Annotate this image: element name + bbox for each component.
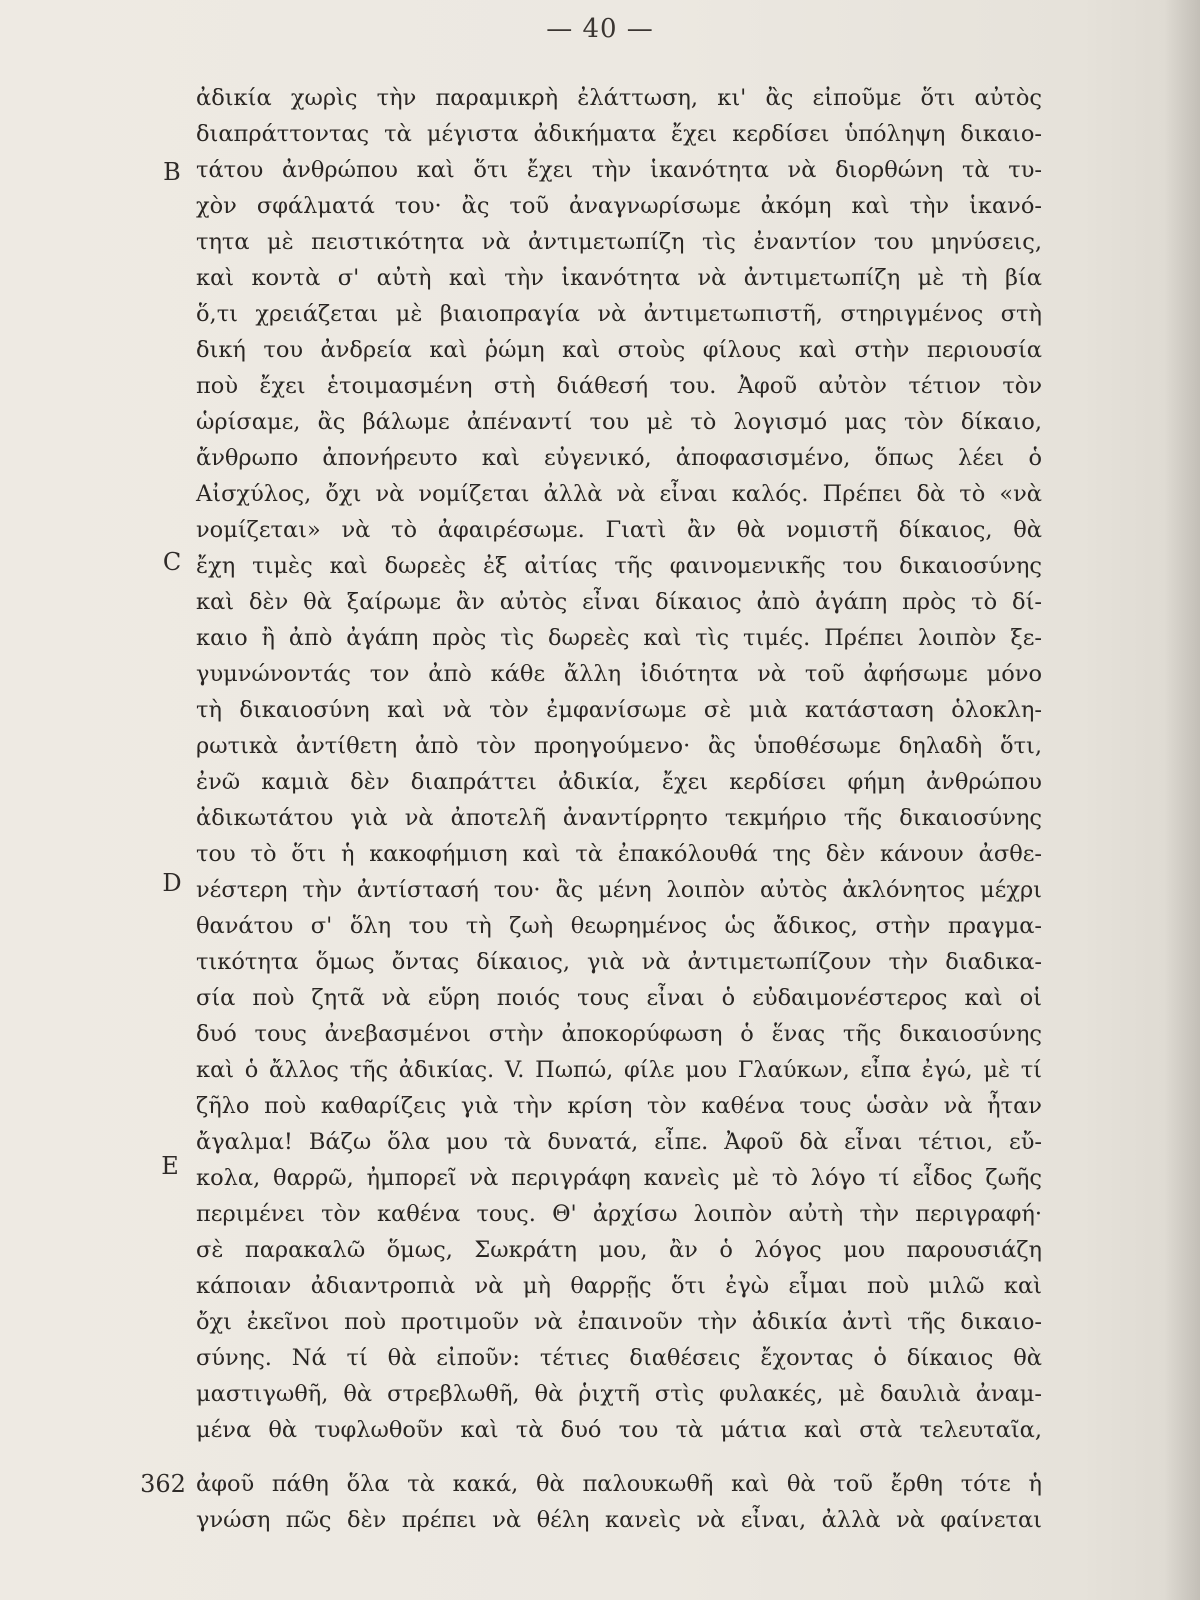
text-line: ἔχη τιμὲς καὶ δωρεὲς ἐξ αἰτίας τῆς φαινομενικῆς του δικαιοσύνης: [196, 553, 1042, 579]
text-line: κάποιαν ἀδιαντροπιὰ νὰ μὴ θαρρῇς ὅτι ἐγὼ εἶμαι ποὺ μιλῶ καὶ: [196, 1273, 1042, 1299]
text-line: ἀφοῦ πάθη ὅλα τὰ κακά, θὰ παλουκωθῆ καὶ θὰ τοῦ ἔρθη τότε ἡ: [196, 1471, 1042, 1497]
margin-marker-b: B: [163, 158, 181, 186]
text-line: ἐνῶ καμιὰ δὲν διαπράττει ἀδικία, ἔχει κερδίσει φήμη ἀνθρώπου: [196, 769, 1042, 795]
text-line: τάτου ἀνθρώπου καὶ ὅτι ἔχει τὴν ἱκανότητα νὰ διορθώνη τὰ τυ-: [196, 157, 1042, 183]
text-line: δυό τους ἀνεβασμένοι στὴν ἀποκορύφωση ὁ ἕνας τῆς δικαιοσύνης: [196, 1021, 1042, 1047]
text-line: νέστερη τὴν ἀντίστασή του· ἂς μένη λοιπὸν αὐτὸς ἀκλόνητος μέχρι: [196, 877, 1042, 903]
text-line: κολα, θαρρῶ, ἠμπορεῖ νὰ περιγράφη κανεὶς μὲ τὸ λόγο τί εἶδος ζωῆς: [196, 1165, 1042, 1191]
text-line: σὲ παρακαλῶ ὅμως, Σωκράτη μου, ἂν ὁ λόγος μου παρουσιάζη: [196, 1237, 1042, 1263]
text-line: τικότητα ὅμως ὄντας δίκαιος, γιὰ νὰ ἀντιμετωπίζουν τὴν διαδικα-: [196, 949, 1042, 975]
text-line: διαπράττοντας τὰ μέγιστα ἀδικήματα ἔχει κερδίσει ὑπόληψη δικαιο-: [196, 121, 1042, 147]
text-line: καιο ἢ ἀπὸ ἀγάπη πρὸς τὶς δωρεὲς καὶ τὶς τιμές. Πρέπει λοιπὸν ξε-: [196, 625, 1042, 651]
margin-marker-e: E: [161, 1152, 179, 1180]
text-line: του τὸ ὅτι ἡ κακοφήμιση καὶ τὰ ἐπακόλουθά της δὲν κάνουν ἀσθε-: [196, 841, 1042, 867]
text-line: χὸν σφάλματά του· ἂς τοῦ ἀναγνωρίσωμε ἀκόμη καὶ τὴν ἱκανό-: [196, 193, 1042, 219]
margin-marker-362: 362: [140, 1470, 186, 1498]
text-line: ζῆλο ποὺ καθαρίζεις γιὰ τὴν κρίση τὸν καθένα τους ὡσὰν νὰ ἦταν: [196, 1093, 1042, 1119]
text-line: νομίζεται» νὰ τὸ ἀφαιρέσωμε. Γιατὶ ἂν θὰ νομιστῆ δίκαιος, θὰ: [196, 517, 1042, 543]
text-line: καὶ δὲν θὰ ξαίρωμε ἂν αὐτὸς εἶναι δίκαιος ἀπὸ ἀγάπη πρὸς τὸ δί-: [196, 589, 1042, 615]
text-line: καὶ κοντὰ σ' αὐτὴ καὶ τὴν ἱκανότητα νὰ ἀντιμετωπίζη μὲ τὴ βία: [196, 265, 1042, 291]
text-line: ἄγαλμα! Βάζω ὅλα μου τὰ δυνατά, εἶπε. Ἀφοῦ δὰ εἶναι τέτιοι, εὔ-: [196, 1129, 1042, 1155]
text-line: τὴ δικαιοσύνη καὶ νὰ τὸν ἐμφανίσωμε σὲ μιὰ κατάσταση ὁλοκλη-: [196, 697, 1042, 723]
text-line: σία ποὺ ζητᾶ νὰ εὕρη ποιός τους εἶναι ὁ εὐδαιμονέστερος καὶ οἱ: [196, 985, 1042, 1011]
text-line: γυμνώνοντάς τον ἀπὸ κάθε ἄλλη ἰδιότητα νὰ τοῦ ἀφήσωμε μόνο: [196, 661, 1042, 687]
text-line: καὶ ὁ ἄλλος τῆς ἀδικίας. V. Πωπώ, φίλε μου Γλαύκων, εἶπα ἐγώ, μὲ τί: [196, 1057, 1042, 1083]
text-line: ἀδικωτάτου γιὰ νὰ ἀποτελῆ ἀναντίρρητο τεκμήριο τῆς δικαιοσύνης: [196, 805, 1042, 831]
text-line: δική του ἀνδρεία καὶ ῥώμη καὶ στοὺς φίλους καὶ στὴν περιουσία: [196, 337, 1042, 363]
text-line: ποὺ ἔχει ἑτοιμασμένη στὴ διάθεσή του. Ἀφοῦ αὐτὸν τέτιον τὸν: [196, 373, 1042, 399]
text-line: μαστιγωθῆ, θὰ στρεβλωθῆ, θὰ ῥιχτῆ στὶς φυλακές, μὲ δαυλιὰ ἀναμ-: [196, 1381, 1042, 1407]
text-line: σύνης. Νά τί θὰ εἰποῦν: τέτιες διαθέσεις ἔχοντας ὁ δίκαιος θὰ: [196, 1345, 1042, 1371]
margin-marker-c: C: [162, 548, 182, 576]
page-number: — 40 —: [546, 14, 654, 44]
page-edge-shadow: [1164, 0, 1200, 1600]
text-line: περιμένει τὸν καθένα τους. Θ' ἀρχίσω λοιπὸν αὐτὴ τὴν περιγραφή·: [196, 1201, 1042, 1227]
text-line: γνώση πῶς δὲν πρέπει νὰ θέλη κανεὶς νὰ εἶναι, ἀλλὰ νὰ φαίνεται: [196, 1507, 1042, 1533]
text-line: ρωτικὰ ἀντίθετη ἀπὸ τὸν προηγούμενο· ἂς ὑποθέσωμε δηλαδὴ ὅτι,: [196, 733, 1042, 759]
text-line: ἄνθρωπο ἀπονήρευτο καὶ εὐγενικό, ἀποφασισμένο, ὅπως λέει ὁ: [196, 445, 1042, 471]
text-line: Αἰσχύλος, ὄχι νὰ νομίζεται ἀλλὰ νὰ εἶναι καλός. Πρέπει δὰ τὸ «νὰ: [196, 481, 1042, 507]
margin-marker-d: D: [162, 869, 182, 897]
text-line: ὅ,τι χρειάζεται μὲ βιαιοπραγία νὰ ἀντιμετωπιστῆ, στηριγμένος στὴ: [196, 301, 1042, 327]
text-line: τητα μὲ πειστικότητα νὰ ἀντιμετωπίζη τὶς ἐναντίον του μηνύσεις,: [196, 229, 1042, 255]
text-line: ὡρίσαμε, ἂς βάλωμε ἀπέναντί του μὲ τὸ λογισμό μας τὸν δίκαιο,: [196, 409, 1042, 435]
text-line: ὄχι ἐκεῖνοι ποὺ προτιμοῦν νὰ ἐπαινοῦν τὴν ἀδικία ἀντὶ τῆς δικαιο-: [196, 1309, 1042, 1335]
text-line: μένα θὰ τυφλωθοῦν καὶ τὰ δυό του τὰ μάτια καὶ στὰ τελευταῖα,: [196, 1417, 1042, 1443]
text-line: ἀδικία χωρὶς τὴν παραμικρὴ ἐλάττωση, κι' ἂς εἰποῦμε ὅτι αὐτὸς: [196, 85, 1042, 111]
text-line: θανάτου σ' ὅλη του τὴ ζωὴ θεωρημένος ὡς ἄδικος, στὴν πραγμα-: [196, 913, 1042, 939]
